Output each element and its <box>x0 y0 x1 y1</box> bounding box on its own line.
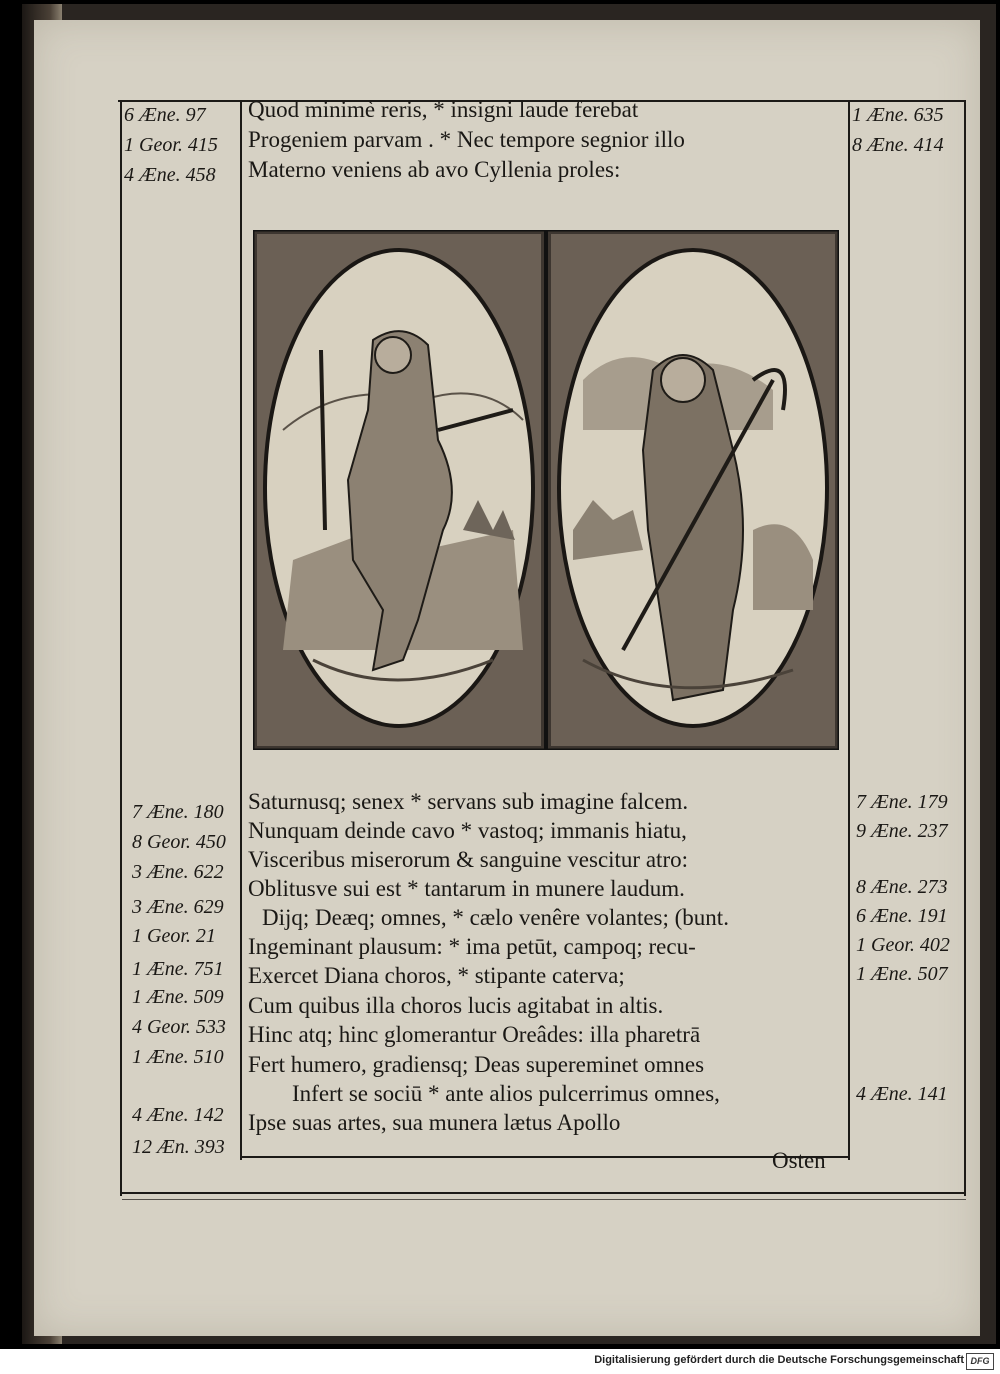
margin-ref: 3 Æne. 629 <box>132 896 224 918</box>
margin-ref: 8 Æne. 273 <box>856 876 948 898</box>
margin-ref: 6 Æne. 191 <box>856 905 948 927</box>
margin-ref: 1 Æne. 635 <box>852 104 944 126</box>
margin-ref: 1 Æne. 510 <box>132 1046 224 1068</box>
left-panel-mercury <box>257 234 541 746</box>
footer-credit-text: Digitalisierung gefördert durch die Deutsche Forschungsgemeinschaft <box>594 1354 964 1366</box>
digitization-footer <box>0 1349 1000 1374</box>
left-frame-rule <box>120 100 122 1196</box>
margin-ref: 6 Æne. 97 <box>124 104 206 126</box>
dfg-logo-icon: DFG <box>966 1353 994 1370</box>
verse-line: Infert se sociū * ante alios pulcerrimus omnes, <box>292 1081 720 1106</box>
margin-ref: 4 Æne. 458 <box>124 164 216 186</box>
verse-line: Saturnusq; senex * servans sub imagine falcem. <box>248 789 689 814</box>
verse-line: Exercet Diana choros, * stipante caterva; <box>248 963 625 988</box>
margin-ref: 1 Geor. 415 <box>124 134 218 156</box>
verse-line: Nunquam deinde cavo * vastoq; immanis hiatu, <box>248 818 687 843</box>
verse-line: Cum quibus illa choros lucis agitabat in altis. <box>248 993 664 1018</box>
text-column-left-rule <box>240 100 242 1160</box>
margin-ref: 4 Æne. 142 <box>132 1104 224 1126</box>
text-column-right-rule <box>848 100 850 1160</box>
verse-line: Hinc atq; hinc glomerantur Oreâdes: illa pharetrā <box>248 1022 701 1047</box>
margin-ref: 12 Æn. 393 <box>132 1136 225 1158</box>
right-frame-rule <box>964 100 966 1196</box>
margin-ref: 7 Æne. 179 <box>856 791 948 813</box>
catchword: Osten <box>772 1148 826 1173</box>
margin-ref: 4 Æne. 141 <box>856 1083 948 1105</box>
margin-ref: 7 Æne. 180 <box>132 801 224 823</box>
text-bottom-rule <box>240 1156 850 1158</box>
verse-line: Oblitusve sui est * tantarum in munere laudum. <box>248 876 685 901</box>
margin-ref: 1 Æne. 509 <box>132 986 224 1008</box>
right-panel-saturn <box>551 234 835 746</box>
verse-line: Dijq; Deæq; omnes, * cælo venêre volantes; (bunt. <box>262 905 729 930</box>
margin-ref: 1 Geor. 21 <box>132 925 216 947</box>
margin-ref: 3 Æne. 622 <box>132 861 224 883</box>
bottom-frame-rule <box>122 1192 966 1194</box>
verse-line: Ipse suas artes, sua munera lætus Apollo <box>248 1110 621 1135</box>
margin-ref: 1 Æne. 507 <box>856 963 948 985</box>
margin-ref: 1 Geor. 402 <box>856 934 950 956</box>
margin-ref: 4 Geor. 533 <box>132 1016 226 1038</box>
margin-ref: 8 Geor. 450 <box>132 831 226 853</box>
verse-line: Quod minimè reris, * insigni laude ferebat <box>248 97 639 122</box>
woodcut-illustration <box>253 230 839 750</box>
verse-line: Fert humero, gradiensq; Deas supereminet omnes <box>248 1052 705 1077</box>
verse-line: Ingeminant plausum: * ima petūt, campoq; recu- <box>248 934 696 959</box>
verse-line: Materno veniens ab avo Cyllenia proles: <box>248 157 621 182</box>
margin-ref: 9 Æne. 237 <box>856 820 948 842</box>
margin-ref: 8 Æne. 414 <box>852 134 944 156</box>
lower-bottom-rule <box>122 1199 966 1200</box>
margin-ref: 1 Æne. 751 <box>132 958 224 980</box>
verse-line: Progeniem parvam . * Nec tempore segnior illo <box>248 127 685 152</box>
verse-line: Visceribus miserorum & sanguine vescitur atro: <box>248 847 688 872</box>
